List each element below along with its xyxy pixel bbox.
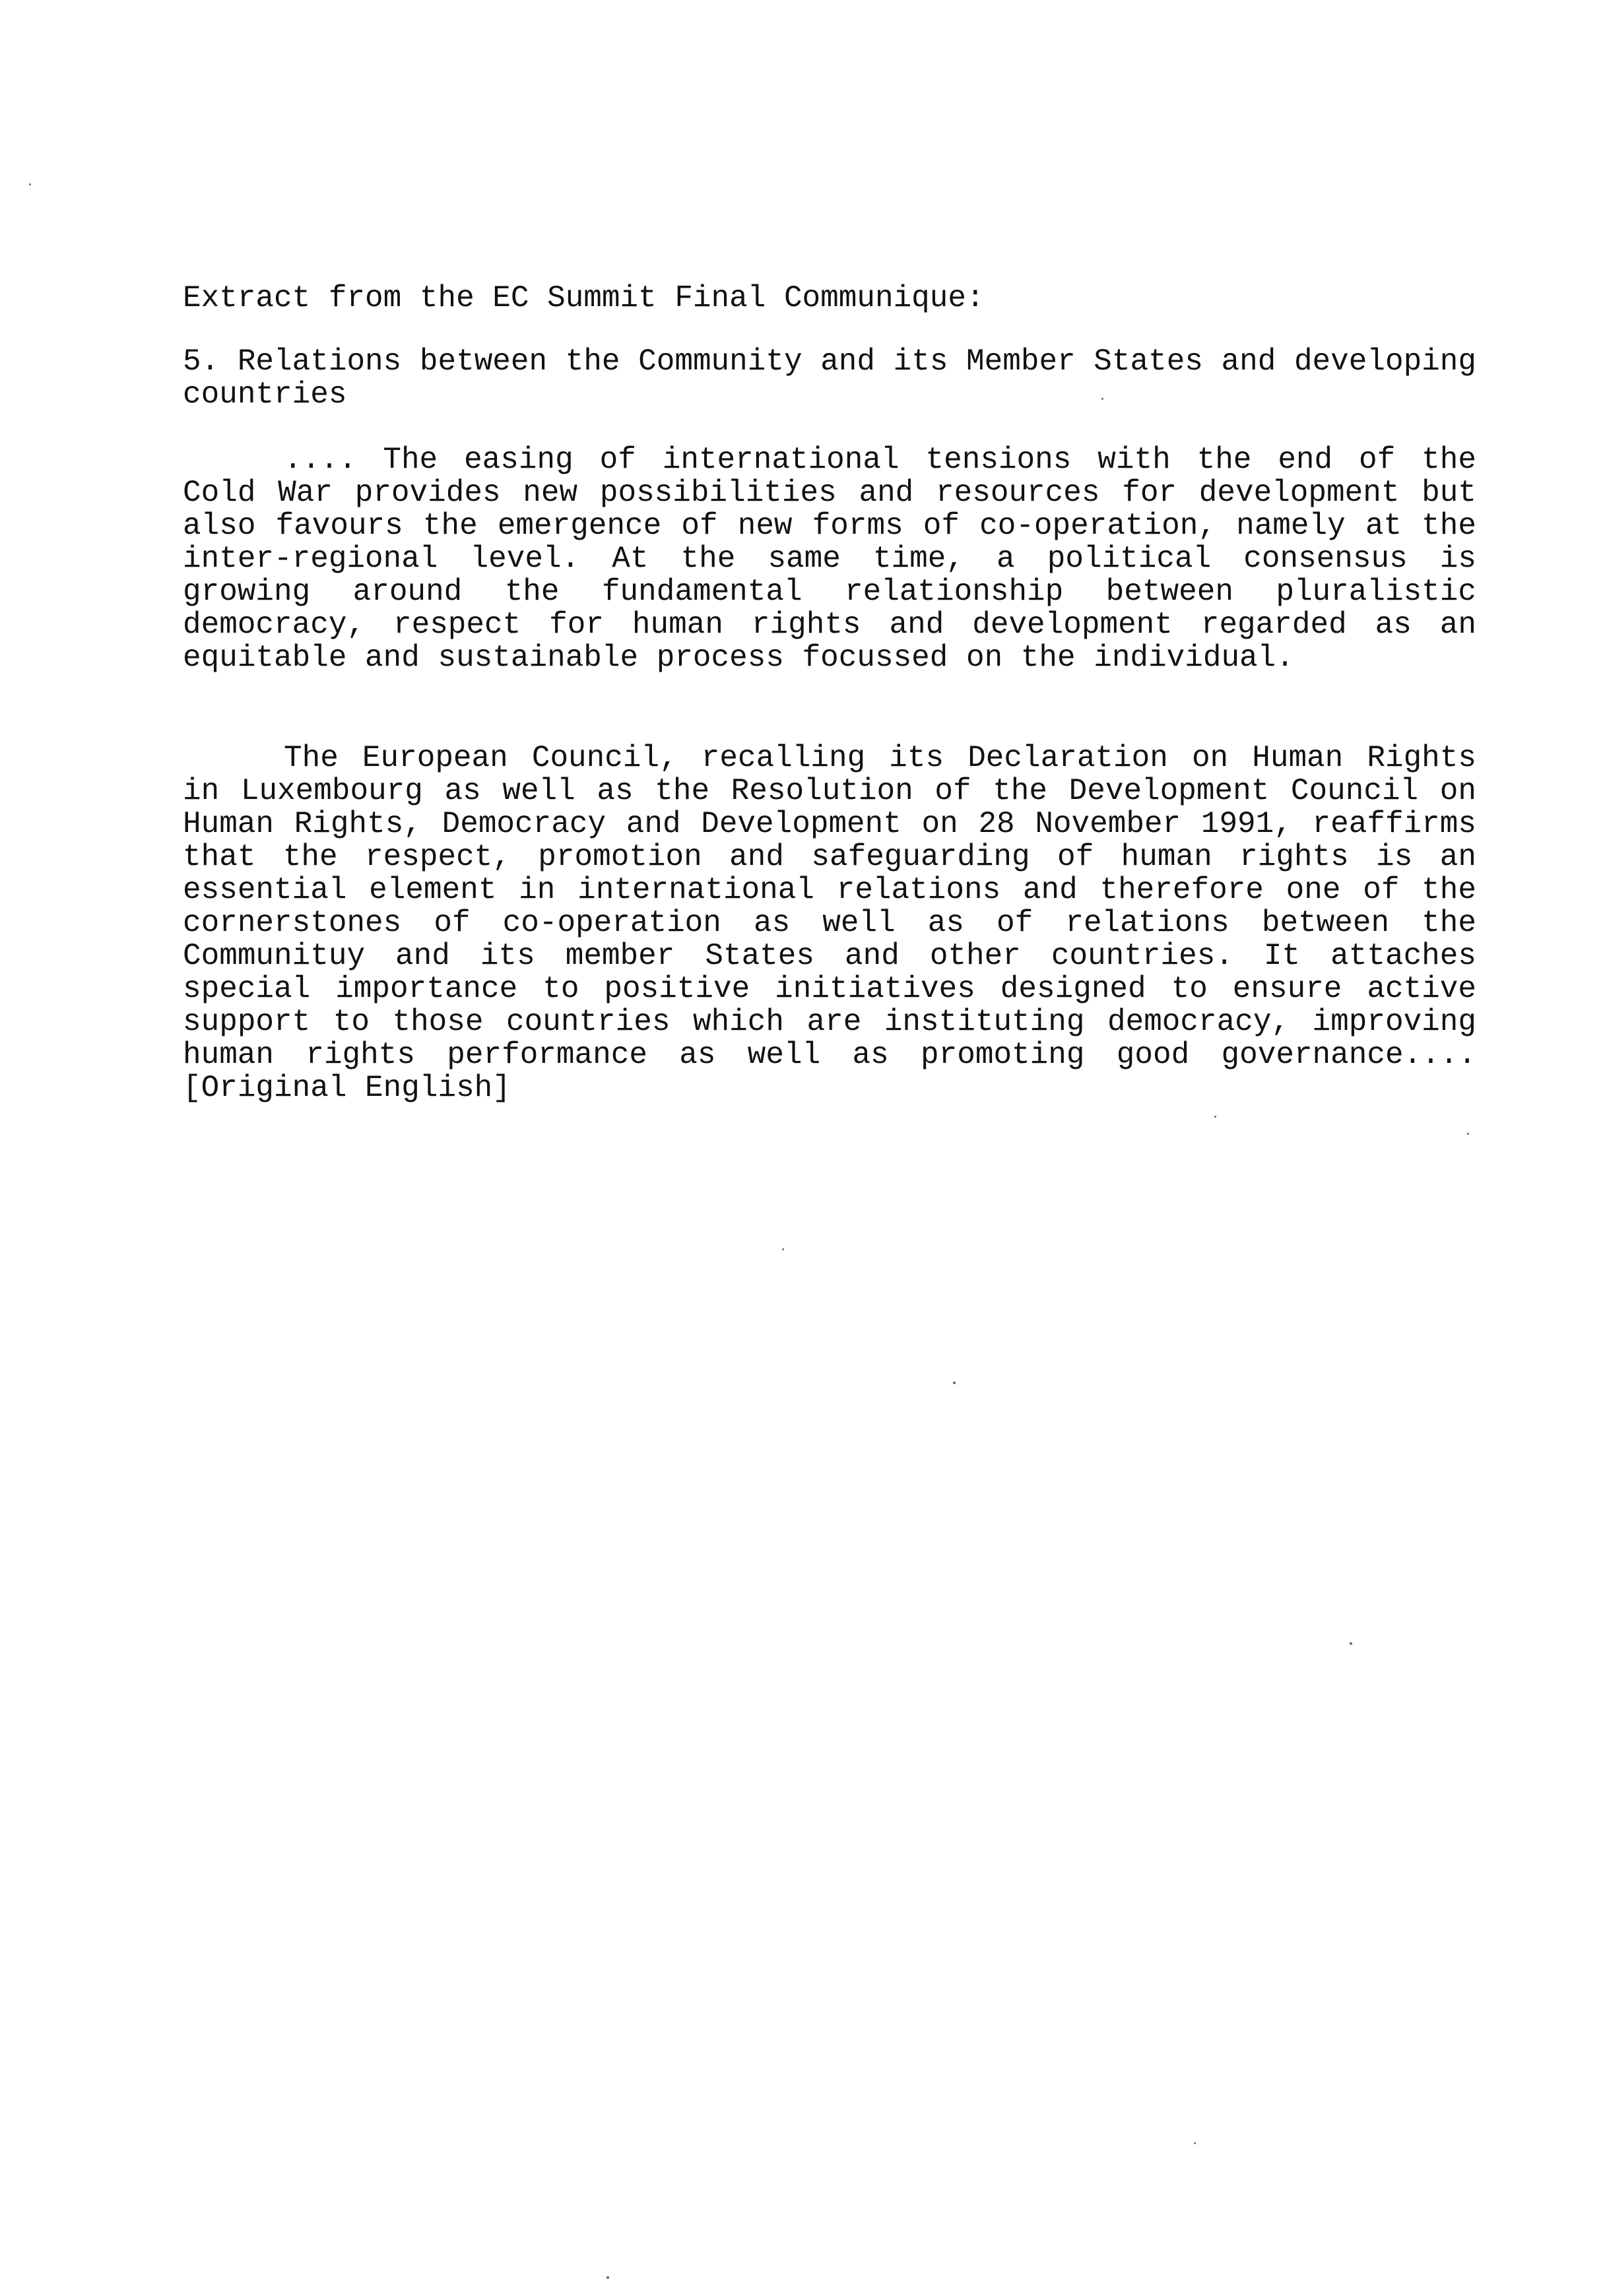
section-title: 5. Relations between the Community and its Member States and developing countries [183, 344, 1476, 412]
scan-speck [1350, 1642, 1352, 1645]
scan-speck [1101, 398, 1103, 400]
scan-speck [1214, 1116, 1216, 1118]
document-heading: Extract from the EC Summit Final Communique: [183, 281, 985, 315]
scan-speck [1467, 1133, 1469, 1135]
scan-speck [782, 1248, 784, 1250]
scan-speck [606, 2276, 609, 2279]
scan-speck [1194, 2142, 1196, 2144]
paragraph-2: The European Council, recalling its Declaration on Human Rights in Luxembourg as well as the Resolution of the Development Council on Human Rights, Democracy and Development on 28 November 1991, reaffirms that the respect, promotion and safeguarding of human rights is an essential element in international relations and therefore one of the cornerstones of co-operation as well as of relations between the Communituy and its member States and other countries. It attaches special importance to positive initiatives designed to ensure active support to those countries which are instituting democracy, improving human rights performance as well as promoting good governance.... [Original English] [183, 741, 1476, 1105]
scan-speck [953, 1382, 956, 1384]
scan-speck [29, 183, 31, 185]
paragraph-1: .... The easing of international tensions with the end of the Cold War provides new possibilities and resources for development but also favours the emergence of new forms of co-operation, namely at the inter-regional level. At the same time, a political consensus is growing around the fundamental relationship between pluralistic democracy, respect for human rights and development regarded as an equitable and sustainable process focussed on the individual. [183, 443, 1476, 675]
